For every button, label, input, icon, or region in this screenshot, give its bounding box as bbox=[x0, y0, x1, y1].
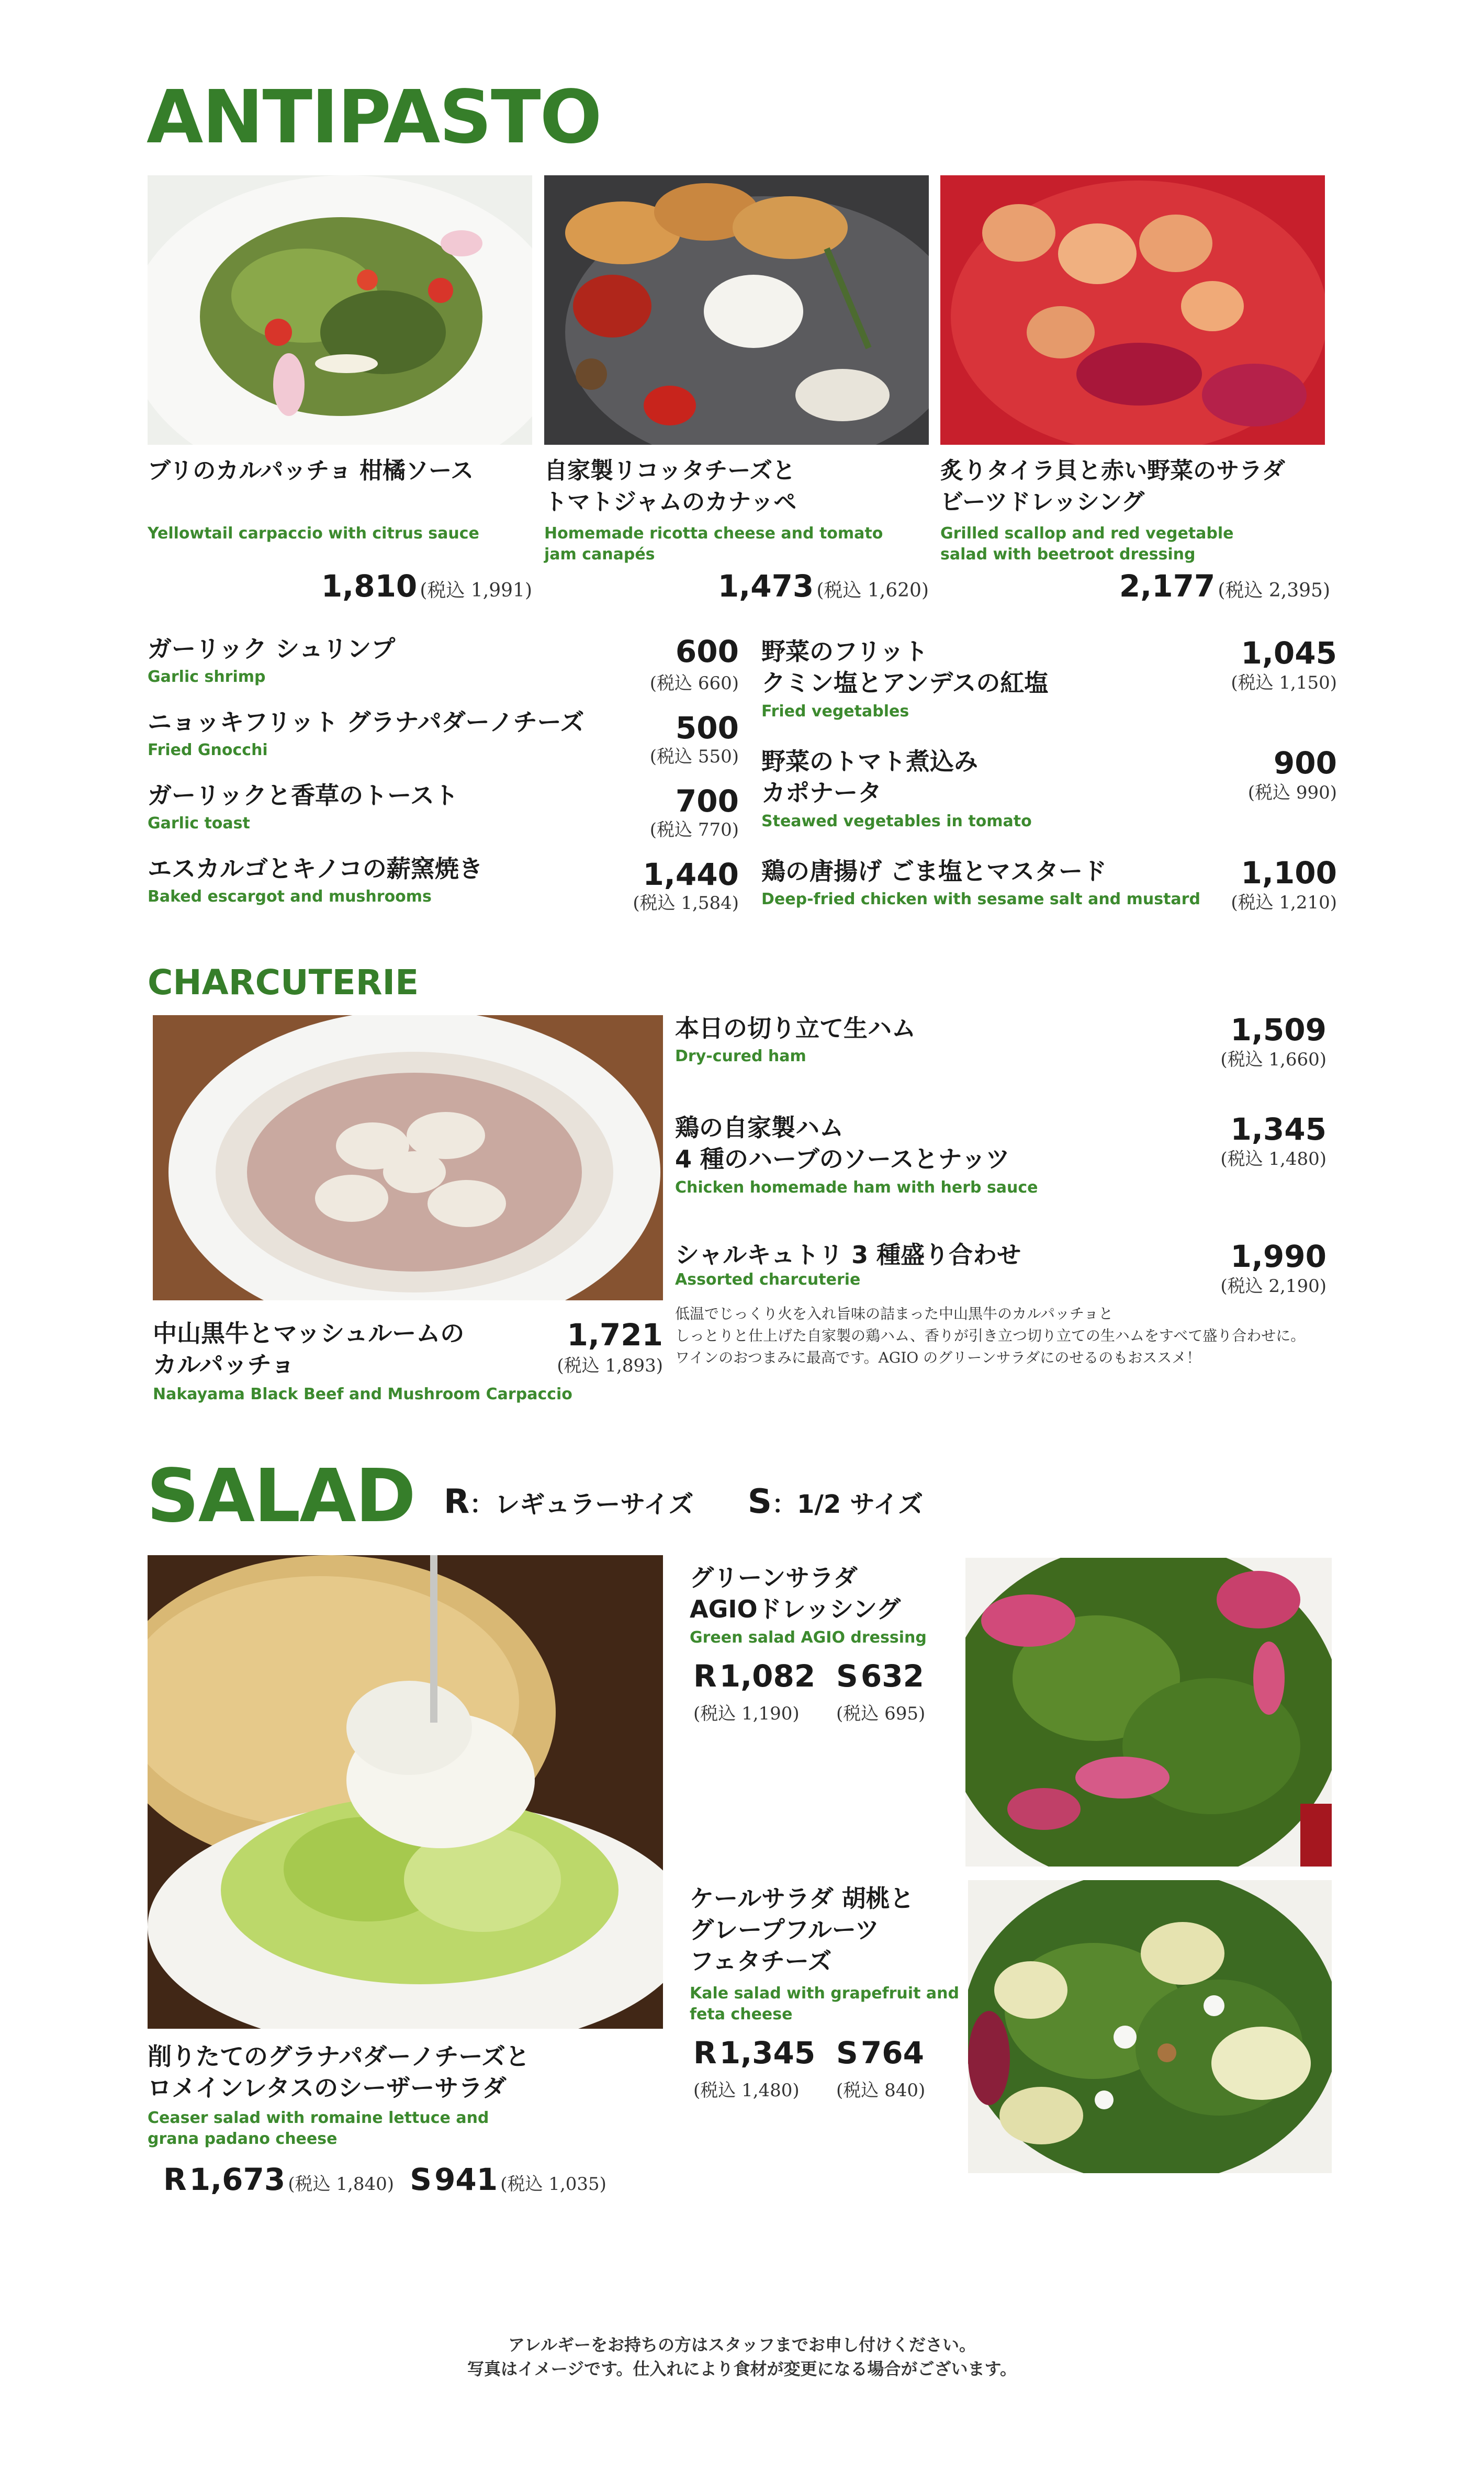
item-name: シャルキュトリ 3 種盛り合わせ bbox=[675, 1241, 1021, 1269]
scallop-salad-photo bbox=[940, 175, 1325, 445]
item-tax: (税込 660) bbox=[649, 673, 739, 694]
green-salad-photo bbox=[965, 1558, 1332, 1867]
featured-3-price-block bbox=[940, 568, 1330, 612]
yellowtail-carpaccio-photo bbox=[148, 175, 532, 445]
charcuterie-item bbox=[675, 1112, 1326, 1211]
item-name: ガーリックと香草のトースト bbox=[148, 781, 458, 810]
caesar-r-tax: (税込 1,840) bbox=[288, 2174, 394, 2195]
item-name: エスカルゴとキノコの薪窯焼き bbox=[148, 855, 483, 883]
item-name: 野菜のトマト煮込み カポナータ bbox=[761, 747, 978, 807]
item-english: Fried Gnocchi bbox=[148, 741, 268, 759]
item-tax: (税込 770) bbox=[649, 819, 739, 840]
kale-s-label: S bbox=[836, 2035, 858, 2071]
item-english: Steawed vegetables in tomato bbox=[761, 812, 1032, 830]
item-price: 900 bbox=[1273, 745, 1337, 781]
item-name: ガーリック シュリンプ bbox=[148, 635, 396, 663]
beef-carpaccio-name: 中山黒牛とマッシュルームの カルパッチョ bbox=[153, 1319, 465, 1379]
caesar-r-price: 1,673 bbox=[189, 2162, 286, 2197]
item-english: Garlic toast bbox=[148, 814, 250, 833]
item-price: 1,990 bbox=[1230, 1239, 1326, 1274]
featured-2-name: 自家製リコッタチーズと トマトジャムのカナッペ bbox=[544, 457, 797, 515]
size-s-label: ：1/2 サイズ bbox=[771, 1490, 924, 1519]
kale-r-label: R bbox=[693, 2035, 717, 2071]
antipasto-left-item bbox=[148, 633, 739, 701]
featured-2-price-block bbox=[544, 568, 929, 612]
green-r-price: 1,082 bbox=[719, 1658, 816, 1694]
caesar-name: 削りたてのグラナパダーノチーズと ロメインレタスのシーザーサラダ bbox=[148, 2042, 530, 2102]
green-salad-name: グリーンサラダ AGIOドレッシング bbox=[690, 1564, 901, 1623]
item-price: 1,045 bbox=[1241, 635, 1337, 671]
kale-s-tax: (税込 840) bbox=[836, 2080, 926, 2101]
kale-r-price: 1,345 bbox=[719, 2035, 816, 2071]
beef-carpaccio-price: 1,721 bbox=[567, 1317, 663, 1353]
size-r-label: ：レギュラーサイズ bbox=[469, 1490, 694, 1519]
item-english: Dry-cured ham bbox=[675, 1047, 806, 1065]
green-salad-english: Green salad AGIO dressing bbox=[690, 1628, 927, 1647]
caesar-s-label: S bbox=[410, 2162, 432, 2197]
salad-size-legend bbox=[444, 1482, 924, 1521]
beef-carpaccio-tax: (税込 1,893) bbox=[557, 1355, 663, 1376]
item-tax: (税込 2,190) bbox=[1220, 1276, 1326, 1297]
item-english: Deep-fried chicken with sesame salt and mustard bbox=[761, 890, 1200, 908]
featured-3-english: Grilled scallop and red vegetable salad with beetroot dressing bbox=[940, 524, 1234, 564]
item-tax: (税込 1,584) bbox=[633, 893, 739, 914]
featured-2-tax: (税込 1,620) bbox=[816, 580, 929, 601]
kale-salad-name: ケールサラダ 胡桃と グレープフルーツ フェタチーズ bbox=[690, 1884, 914, 1975]
antipasto-right-item bbox=[761, 746, 1337, 850]
featured-2-price: 1,473 bbox=[717, 568, 814, 604]
featured-1-price: 1,810 bbox=[321, 568, 418, 604]
item-name: 鶏の自家製ハム 4 種のハーブのソースとナッツ bbox=[675, 1114, 1010, 1173]
charcuterie-title: CHARCUTERIE bbox=[148, 962, 419, 1003]
kale-s-price: 764 bbox=[860, 2035, 924, 2071]
item-english: Chicken homemade ham with herb sauce bbox=[675, 1178, 1038, 1197]
item-name: 鶏の唐揚げ ごま塩とマスタード bbox=[761, 857, 1107, 885]
featured-1-tax: (税込 1,991) bbox=[420, 580, 532, 601]
allergy-notice: アレルギーをお持ちの方はスタッフまでお申し付けください。 bbox=[508, 2335, 976, 2355]
antipasto-left-item bbox=[148, 780, 739, 848]
item-price: 500 bbox=[675, 710, 739, 746]
featured-1-name: ブリのカルパッチョ 柑橘ソース bbox=[148, 457, 474, 484]
item-price: 600 bbox=[675, 634, 739, 669]
charcuterie-item bbox=[675, 1239, 1326, 1302]
green-salad-s bbox=[836, 1658, 962, 1725]
item-tax: (税込 1,150) bbox=[1231, 672, 1337, 693]
antipasto-left-item bbox=[148, 706, 739, 774]
caesar-salad-photo bbox=[148, 1555, 663, 2029]
item-tax: (税込 1,660) bbox=[1220, 1049, 1326, 1070]
photo-notice: 写真はイメージです。仕入れにより食材が変更になる場合がございます。 bbox=[467, 2359, 1017, 2379]
featured-1-price-block bbox=[148, 568, 532, 612]
antipasto-left-item bbox=[148, 853, 739, 921]
kale-r-tax: (税込 1,480) bbox=[693, 2080, 800, 2101]
salad-title: SALAD bbox=[147, 1454, 415, 1539]
antipasto-right-item bbox=[761, 856, 1337, 929]
caesar-r-label: R bbox=[163, 2162, 187, 2197]
kale-salad-photo bbox=[968, 1880, 1332, 2173]
featured-3-tax: (税込 2,395) bbox=[1218, 580, 1330, 601]
item-name: 野菜のフリット クミン塩とアンデスの紅塩 bbox=[761, 637, 1049, 697]
item-tax: (税込 1,210) bbox=[1231, 892, 1337, 913]
item-price: 1,345 bbox=[1230, 1111, 1326, 1147]
item-tax: (税込 1,480) bbox=[1220, 1149, 1326, 1170]
kale-salad-s bbox=[836, 2034, 962, 2102]
charcuterie-note: 低温でじっくり火を入れ旨味の詰まった中山黒牛のカルパッチョと しっとりと仕上げた自家製の鶏ハム、香りが引き立つ切り立ての生ハムをすべて盛り合わせに。 ワインのおつまみに最高です。AGIO のグリーンサラダにのせるのもおススメ！ bbox=[675, 1305, 1306, 1366]
caesar-english: Ceaser salad with romaine lettuce and grana padano cheese bbox=[148, 2109, 489, 2148]
item-name: 本日の切り立て生ハム bbox=[675, 1014, 916, 1042]
kale-salad-r bbox=[693, 2034, 819, 2102]
item-english: Garlic shrimp bbox=[148, 668, 266, 686]
item-english: Baked escargot and mushrooms bbox=[148, 887, 432, 906]
green-salad-r bbox=[693, 1658, 819, 1725]
beef-carpaccio-photo bbox=[153, 1015, 663, 1300]
green-s-label: S bbox=[836, 1658, 858, 1694]
beef-carpaccio-english: Nakayama Black Beef and Mushroom Carpaccio bbox=[153, 1385, 572, 1403]
item-price: 700 bbox=[675, 783, 739, 819]
caesar-s-tax: (税込 1,035) bbox=[500, 2174, 606, 2195]
item-price: 1,440 bbox=[643, 857, 739, 892]
size-r-letter: R bbox=[444, 1482, 470, 1521]
featured-2-english: Homemade ricotta cheese and tomato jam canapés bbox=[544, 524, 883, 564]
green-s-price: 632 bbox=[860, 1658, 924, 1694]
green-r-tax: (税込 1,190) bbox=[693, 1703, 800, 1724]
antipasto-right-item bbox=[761, 636, 1337, 740]
item-tax: (税込 550) bbox=[649, 746, 739, 767]
caesar-s-price: 941 bbox=[434, 2162, 498, 2197]
item-name: ニョッキフリット グラナパダーノチーズ bbox=[148, 708, 584, 736]
green-r-label: R bbox=[693, 1658, 717, 1694]
size-s-letter: S bbox=[747, 1482, 772, 1521]
item-english: Assorted charcuterie bbox=[675, 1271, 861, 1289]
item-tax: (税込 990) bbox=[1247, 782, 1337, 803]
item-price: 1,100 bbox=[1241, 855, 1337, 891]
item-price: 1,509 bbox=[1230, 1012, 1326, 1048]
charcuterie-item bbox=[675, 1013, 1326, 1091]
featured-3-price: 2,177 bbox=[1119, 568, 1216, 604]
featured-1-english: Yellowtail carpaccio with citrus sauce bbox=[148, 524, 479, 543]
green-s-tax: (税込 695) bbox=[836, 1703, 926, 1724]
caesar-prices bbox=[163, 2161, 606, 2206]
antipasto-title: ANTIPASTO bbox=[147, 75, 601, 160]
kale-salad-english: Kale salad with grapefruit and feta cheese bbox=[690, 1984, 959, 2024]
ricotta-canape-photo bbox=[544, 175, 929, 445]
featured-3-name: 炙りタイラ貝と赤い野菜のサラダ ビーツドレッシング bbox=[940, 457, 1285, 515]
item-english: Fried vegetables bbox=[761, 702, 909, 721]
